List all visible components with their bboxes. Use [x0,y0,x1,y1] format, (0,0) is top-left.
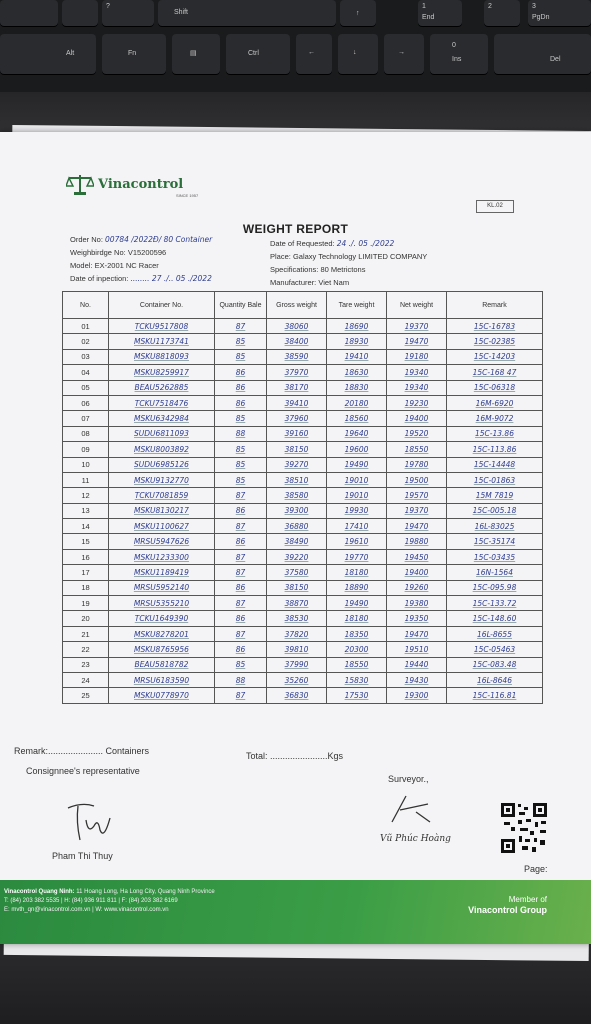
order-number: Order No: 00784 /2022Đ/ 80 Container [70,235,213,244]
requested-date: Date of Requested: 24 ./. 05 ./2022 [270,239,395,248]
table-cell: 15C-116.81 [447,688,543,703]
table-cell: 39410 [267,395,327,410]
table-cell: 19340 [387,365,447,380]
table-cell: 19600 [327,442,387,457]
table-cell: BEAU5818782 [109,657,215,672]
table-cell: 16L-8646 [447,672,543,687]
table-cell: 15C-13.86 [447,426,543,441]
table-cell: 19410 [327,349,387,364]
table-cell: MSKU8259917 [109,365,215,380]
table-cell: 87 [215,319,267,334]
table-cell: 19640 [327,426,387,441]
table-cell: 19430 [387,672,447,687]
row-number: 21 [63,626,109,641]
table-cell: 38510 [267,472,327,487]
table-row [63,365,543,380]
row-number: 09 [63,442,109,457]
table-cell: 16L-83025 [447,519,543,534]
table-row [63,596,543,611]
table-cell: 17530 [327,688,387,703]
keyboard-key [62,0,98,26]
table-cell: 15C-083.48 [447,657,543,672]
table-cell: 15C-168 47 [447,365,543,380]
weighbridge-number: Weighbirdge No: V15200596 [70,248,167,257]
table-cell: 37970 [267,365,327,380]
table-cell: 38530 [267,611,327,626]
table-cell: 38580 [267,488,327,503]
table-cell: 15C-14203 [447,349,543,364]
table-cell: MSKU9132770 [109,472,215,487]
column-header: Container No. [109,292,215,319]
footer-member: Member of Vinacontrol Group [468,895,547,915]
table-cell: 18550 [387,442,447,457]
table-cell: 18180 [327,565,387,580]
row-number: 03 [63,349,109,364]
table-cell: 19490 [327,457,387,472]
table-cell: 87 [215,519,267,534]
row-number: 19 [63,596,109,611]
keyboard-key-shift: Shift [158,0,336,26]
table-cell: 19470 [387,626,447,641]
table-row [63,426,543,441]
table-cell: 86 [215,611,267,626]
table-cell: 19470 [387,519,447,534]
table-cell: 86 [215,365,267,380]
keyboard-key [0,0,58,26]
column-header: Tare weight [327,292,387,319]
table-cell: MSKU1100627 [109,519,215,534]
table-cell: 19610 [327,534,387,549]
table-row [63,334,543,349]
row-number: 25 [63,688,109,703]
table-cell: 15C-095.98 [447,580,543,595]
table-cell: 19260 [387,580,447,595]
row-number: 22 [63,642,109,657]
table-row [63,688,543,703]
table-cell: 38490 [267,534,327,549]
table-cell: 36880 [267,519,327,534]
weight-report-document [0,132,591,944]
keyboard-key-down: ↓ [338,34,378,74]
table-cell: SUDU6985126 [109,457,215,472]
consignee-name: Pham Thi Thuy [52,851,113,861]
table-cell: 16M-6920 [447,395,543,410]
column-header: Net weight [387,292,447,319]
table-cell: 19350 [387,611,447,626]
keyboard-key-left: ← [296,34,332,74]
table-cell: 19370 [387,503,447,518]
keyboard-key-ctrl: Ctrl [226,34,290,74]
table-cell: 15M 7819 [447,488,543,503]
row-number: 18 [63,580,109,595]
table-cell: 18830 [327,380,387,395]
table-cell: 18350 [327,626,387,641]
total-kgs: Total: .......................Kgs [246,751,344,761]
table-body [63,319,543,704]
table-cell: 15C-35174 [447,534,543,549]
table-cell: 88 [215,672,267,687]
row-number: 24 [63,672,109,687]
table-cell: 20180 [327,395,387,410]
qr-code-icon [500,802,548,854]
table-cell: 18550 [327,657,387,672]
row-number: 20 [63,611,109,626]
table-row [63,349,543,364]
table-cell: 86 [215,642,267,657]
form-code: KL.02 [476,200,514,213]
keyboard-key: ? [102,0,154,26]
table-cell: 19380 [387,596,447,611]
column-header: Remark [447,292,543,319]
keyboard-key-alt: Alt [0,34,96,74]
table-cell: MRSU6183590 [109,672,215,687]
table-cell: MRSU5355210 [109,596,215,611]
keyboard [0,0,591,92]
table-cell: 19780 [387,457,447,472]
table-cell: MRSU5952140 [109,580,215,595]
table-cell: 19880 [387,534,447,549]
table-cell: MSKU8765956 [109,642,215,657]
table-cell: 19230 [387,395,447,410]
table-cell: 15C-148.60 [447,611,543,626]
table-row [63,442,543,457]
row-number: 17 [63,565,109,580]
table-cell: 38170 [267,380,327,395]
table-cell: 15C-005.18 [447,503,543,518]
table-cell: 39300 [267,503,327,518]
table-cell: MSKU6342984 [109,411,215,426]
table-cell: TCKU7518476 [109,395,215,410]
table-cell: 19010 [327,488,387,503]
report-title: WEIGHT REPORT [242,222,349,236]
consignee-label: Consignnee's representative [26,766,140,776]
table-cell: 16N-1564 [447,565,543,580]
table-cell: 38870 [267,596,327,611]
table-cell: 19570 [387,488,447,503]
table-cell: 87 [215,596,267,611]
table-cell: 38060 [267,319,327,334]
keyboard-key: 2 [484,0,520,26]
row-number: 04 [63,365,109,380]
row-number: 05 [63,380,109,395]
table-row [63,626,543,641]
table-header-row [63,292,543,319]
surveyor-label: Surveyor., [388,774,429,784]
table-cell: 19180 [387,349,447,364]
row-number: 10 [63,457,109,472]
table-row [63,503,543,518]
page-label: Page: [524,864,548,874]
table-cell: 19300 [387,688,447,703]
table-cell: 38590 [267,349,327,364]
table-row [63,580,543,595]
table-row [63,611,543,626]
table-cell: 87 [215,488,267,503]
table-row [63,411,543,426]
table-cell: 19510 [387,642,447,657]
table-cell: 85 [215,472,267,487]
table-cell: TCKU7081859 [109,488,215,503]
table-cell: 19930 [327,503,387,518]
table-cell: 36830 [267,688,327,703]
table-cell: 19400 [387,411,447,426]
table-cell: MSKU8130217 [109,503,215,518]
row-number: 23 [63,657,109,672]
table-row [63,488,543,503]
table-cell: 39220 [267,549,327,564]
table-cell: MSKU8003892 [109,442,215,457]
table-cell: 18560 [327,411,387,426]
brand-name: Vinacontrol [98,177,184,192]
table-cell: 85 [215,457,267,472]
table-cell: MSKU0778970 [109,688,215,703]
table-cell: 85 [215,334,267,349]
table-cell: 86 [215,395,267,410]
table-cell: 19340 [387,380,447,395]
row-number: 12 [63,488,109,503]
company-footer [0,880,591,944]
table-cell: 87 [215,549,267,564]
table-cell: 18890 [327,580,387,595]
table-cell: 37820 [267,626,327,641]
table-cell: 87 [215,626,267,641]
specifications: Specifications: 80 Metrictons [270,265,366,274]
table-cell: 39810 [267,642,327,657]
table-cell: 15C-06318 [447,380,543,395]
consignee-signature [64,800,114,844]
table-row [63,472,543,487]
table-cell: 15C-16783 [447,319,543,334]
surveyor-mark [388,792,434,828]
table-cell: 15C-01863 [447,472,543,487]
table-row [63,457,543,472]
place: Place: Galaxy Technology LIMITED COMPANY [270,252,428,261]
table-cell: 16M-9072 [447,411,543,426]
table-cell: 19470 [387,334,447,349]
table-cell: TCKU1649390 [109,611,215,626]
table-cell: MSKU1233300 [109,549,215,564]
table-cell: 19770 [327,549,387,564]
table-cell: 15C-03435 [447,549,543,564]
table-cell: 19520 [387,426,447,441]
table-cell: 18180 [327,611,387,626]
table-cell: TCKU9517808 [109,319,215,334]
table-cell: 15C-133.72 [447,596,543,611]
row-number: 02 [63,334,109,349]
surveyor-signature: Vũ Phúc Hoàng [380,834,451,844]
keyboard-key-menu: ▤ [172,34,220,74]
table-cell: 38400 [267,334,327,349]
table-row [63,549,543,564]
table-cell: 35260 [267,672,327,687]
keyboard-key: 1 End [418,0,462,26]
table-cell: 15C-113.86 [447,442,543,457]
row-number: 13 [63,503,109,518]
inspection-date: Date of inpection: ........ 27 ./.. 05 ./2022 [70,274,212,283]
row-number: 11 [63,472,109,487]
table-cell: 19450 [387,549,447,564]
column-header: Quantity Bale [215,292,267,319]
row-number: 14 [63,519,109,534]
vinacontrol-logo [66,172,216,200]
table-cell: 19010 [327,472,387,487]
table-cell: 18930 [327,334,387,349]
table-cell: 39160 [267,426,327,441]
table-cell: 17410 [327,519,387,534]
weight-table [62,291,543,704]
table-cell: MSKU8818093 [109,349,215,364]
table-cell: 37580 [267,565,327,580]
table-cell: 15C-02385 [447,334,543,349]
row-number: 08 [63,426,109,441]
table-cell: 38150 [267,442,327,457]
keyboard-key-ins: 0 Ins [430,34,488,74]
table-cell: 20300 [327,642,387,657]
keyboard-key-right: → [384,34,424,74]
table-cell: 37990 [267,657,327,672]
model: Model: EX-2001 NC Racer [70,261,159,270]
table-cell: BEAU5262885 [109,380,215,395]
table-cell: 85 [215,657,267,672]
brand-since: SINCE 1957 [176,193,199,198]
table-cell: 38150 [267,580,327,595]
table-cell: 86 [215,380,267,395]
column-header: No. [63,292,109,319]
footer-address: Vinacontrol Quang Ninh: 11 Hoang Long, Ha Long City, Quang Ninh Province T: (84) 203 382 5535 | H: (84) 936 911 811 | F: (84) 203 382 6169 E: mvth_qn@vinacontrol.com.vn | W: www.vinacontrol.com.vn [4,889,215,913]
table-cell: 19370 [387,319,447,334]
column-header: Gross weight [267,292,327,319]
table-cell: 86 [215,534,267,549]
containers-remark: Remark:...................... Containers [14,746,150,756]
scale-icon [66,172,94,196]
table-cell: MSKU1173741 [109,334,215,349]
table-cell: MSKU1189419 [109,565,215,580]
table-row [63,319,543,334]
keyboard-key-del: Del [494,34,591,74]
table-cell: 19440 [387,657,447,672]
table-cell: 16L-8655 [447,626,543,641]
table-row [63,519,543,534]
table-cell: 18690 [327,319,387,334]
table-cell: 19500 [387,472,447,487]
table-row [63,380,543,395]
table-cell: 18630 [327,365,387,380]
table-cell: 15C-14448 [447,457,543,472]
row-number: 15 [63,534,109,549]
keyboard-key: 3 PgDn [528,0,591,26]
table-cell: 19490 [327,596,387,611]
keyboard-key-fn: Fn [102,34,166,74]
table-cell: 86 [215,503,267,518]
table-cell: 19400 [387,565,447,580]
manufacturer: Manufacturer: Viet Nam [270,278,350,287]
table-cell: MSKU8278201 [109,626,215,641]
table-row [63,534,543,549]
keyboard-key-up: ↑ [340,0,376,26]
table-cell: 85 [215,349,267,364]
table-cell: 86 [215,580,267,595]
table-cell: 15830 [327,672,387,687]
row-number: 01 [63,319,109,334]
table-row [63,565,543,580]
table-cell: 39270 [267,457,327,472]
table-row [63,672,543,687]
table-row [63,395,543,410]
table-cell: 88 [215,426,267,441]
table-row [63,642,543,657]
table-row [63,657,543,672]
table-cell: 37960 [267,411,327,426]
table-cell: 87 [215,565,267,580]
table-cell: MRSU5947626 [109,534,215,549]
table-cell: 87 [215,688,267,703]
row-number: 16 [63,549,109,564]
table-cell: 85 [215,411,267,426]
table-cell: SUDU6811093 [109,426,215,441]
table-cell: 85 [215,442,267,457]
table-cell: 15C-05463 [447,642,543,657]
row-number: 06 [63,395,109,410]
row-number: 07 [63,411,109,426]
